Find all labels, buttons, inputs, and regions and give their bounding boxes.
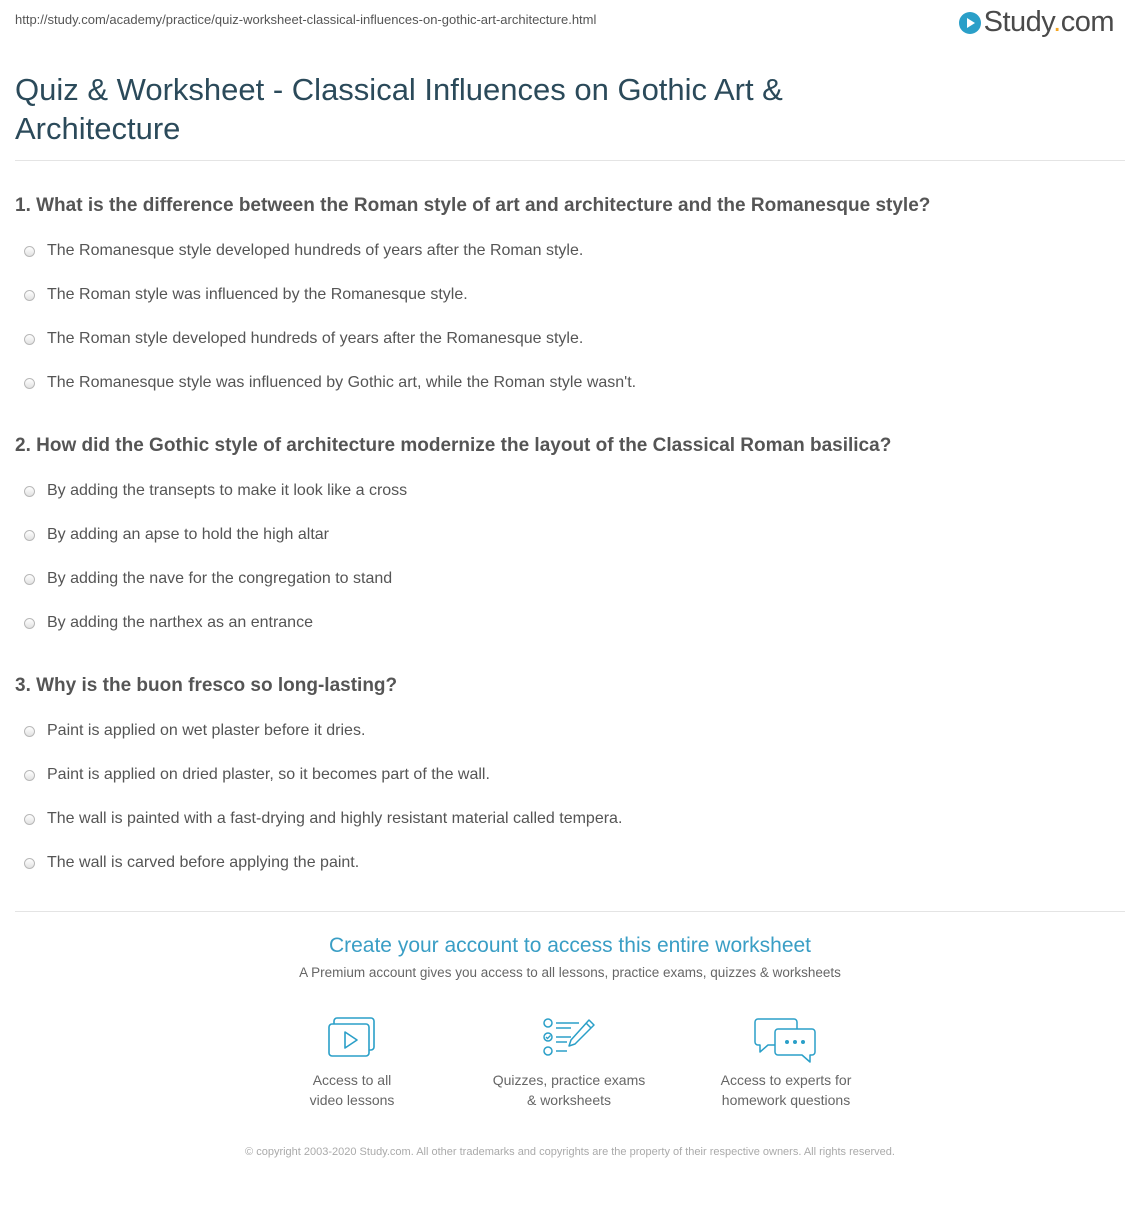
study-logo[interactable] — [959, 6, 1114, 39]
divider — [15, 160, 1125, 161]
radio-button[interactable] — [24, 726, 35, 737]
question-2 — [15, 434, 1125, 645]
chat-bubbles-icon — [754, 1016, 818, 1064]
video-lessons-icon — [326, 1016, 378, 1060]
radio-button[interactable] — [24, 574, 35, 585]
premium-description: A Premium account gives you access to all lessons, practice exams, quizzes & worksheets — [299, 965, 841, 980]
answer-option[interactable]: By adding the narthex as an entrance — [15, 601, 1125, 645]
feature-label: Quizzes, practice exams & worksheets — [492, 1072, 646, 1108]
radio-button[interactable] — [24, 486, 35, 497]
radio-button[interactable] — [24, 246, 35, 257]
radio-button[interactable] — [24, 290, 35, 301]
create-account-link[interactable]: Create your account to access this entire worksheet — [328, 934, 812, 957]
answer-option[interactable]: The Roman style was influenced by the Romanesque style. — [15, 273, 1125, 317]
radio-button[interactable] — [24, 334, 35, 345]
logo-text: Study.com — [983, 6, 1114, 38]
radio-button[interactable] — [24, 814, 35, 825]
answer-option[interactable]: The Romanesque style was influenced by Gothic art, while the Roman style wasn't. — [15, 361, 1125, 405]
radio-button[interactable] — [24, 378, 35, 389]
answer-option[interactable]: The wall is painted with a fast-drying and highly resistant material called tempera. — [15, 797, 1125, 841]
question-3 — [15, 674, 1125, 885]
answer-option[interactable]: By adding the transepts to make it look like a cross — [15, 469, 1125, 513]
feature-experts — [686, 1016, 886, 1110]
feature-label: Access to experts for homework questions — [720, 1072, 852, 1108]
divider — [15, 911, 1125, 912]
question-title: 3. Why is the buon fresco so long-lasting? — [15, 675, 398, 696]
page-url: http://study.com/academy/practice/quiz-worksheet-classical-influences-on-gothic-art-architecture.html — [15, 12, 597, 27]
question-1 — [15, 194, 1125, 405]
play-icon — [959, 12, 981, 34]
question-title: 2. How did the Gothic style of architecture modernize the layout of the Classical Roman basilica? — [15, 435, 892, 456]
answer-option[interactable]: Paint is applied on dried plaster, so it becomes part of the wall. — [15, 753, 1125, 797]
feature-video-lessons — [252, 1016, 452, 1110]
feature-label: Access to all video lessons — [309, 1072, 395, 1108]
answer-option[interactable]: By adding an apse to hold the high altar — [15, 513, 1125, 557]
question-title: 1. What is the difference between the Roman style of art and architecture and the Romanesque style? — [15, 195, 931, 216]
answer-list — [15, 469, 1125, 645]
feature-quizzes — [469, 1016, 669, 1110]
radio-button[interactable] — [24, 858, 35, 869]
quiz-checklist-icon — [541, 1016, 597, 1060]
answer-option[interactable]: The Romanesque style developed hundreds of years after the Roman style. — [15, 229, 1125, 273]
radio-button[interactable] — [24, 618, 35, 629]
answer-option[interactable]: The wall is carved before applying the paint. — [15, 841, 1125, 885]
radio-button[interactable] — [24, 770, 35, 781]
answer-option[interactable]: By adding the nave for the congregation to stand — [15, 557, 1125, 601]
answer-option[interactable]: The Roman style developed hundreds of years after the Romanesque style. — [15, 317, 1125, 361]
top-bar — [0, 0, 1140, 48]
answer-list — [15, 229, 1125, 405]
answer-option[interactable]: Paint is applied on wet plaster before it dries. — [15, 709, 1125, 753]
page-title: Quiz & Worksheet - Classical Influences on Gothic Art & Architecture — [15, 72, 783, 146]
footer-copyright: © copyright 2003-2020 Study.com. All other trademarks and copyrights are the property of their respective owners. All rights reserved. — [245, 1146, 895, 1158]
answer-list — [15, 709, 1125, 885]
radio-button[interactable] — [24, 530, 35, 541]
